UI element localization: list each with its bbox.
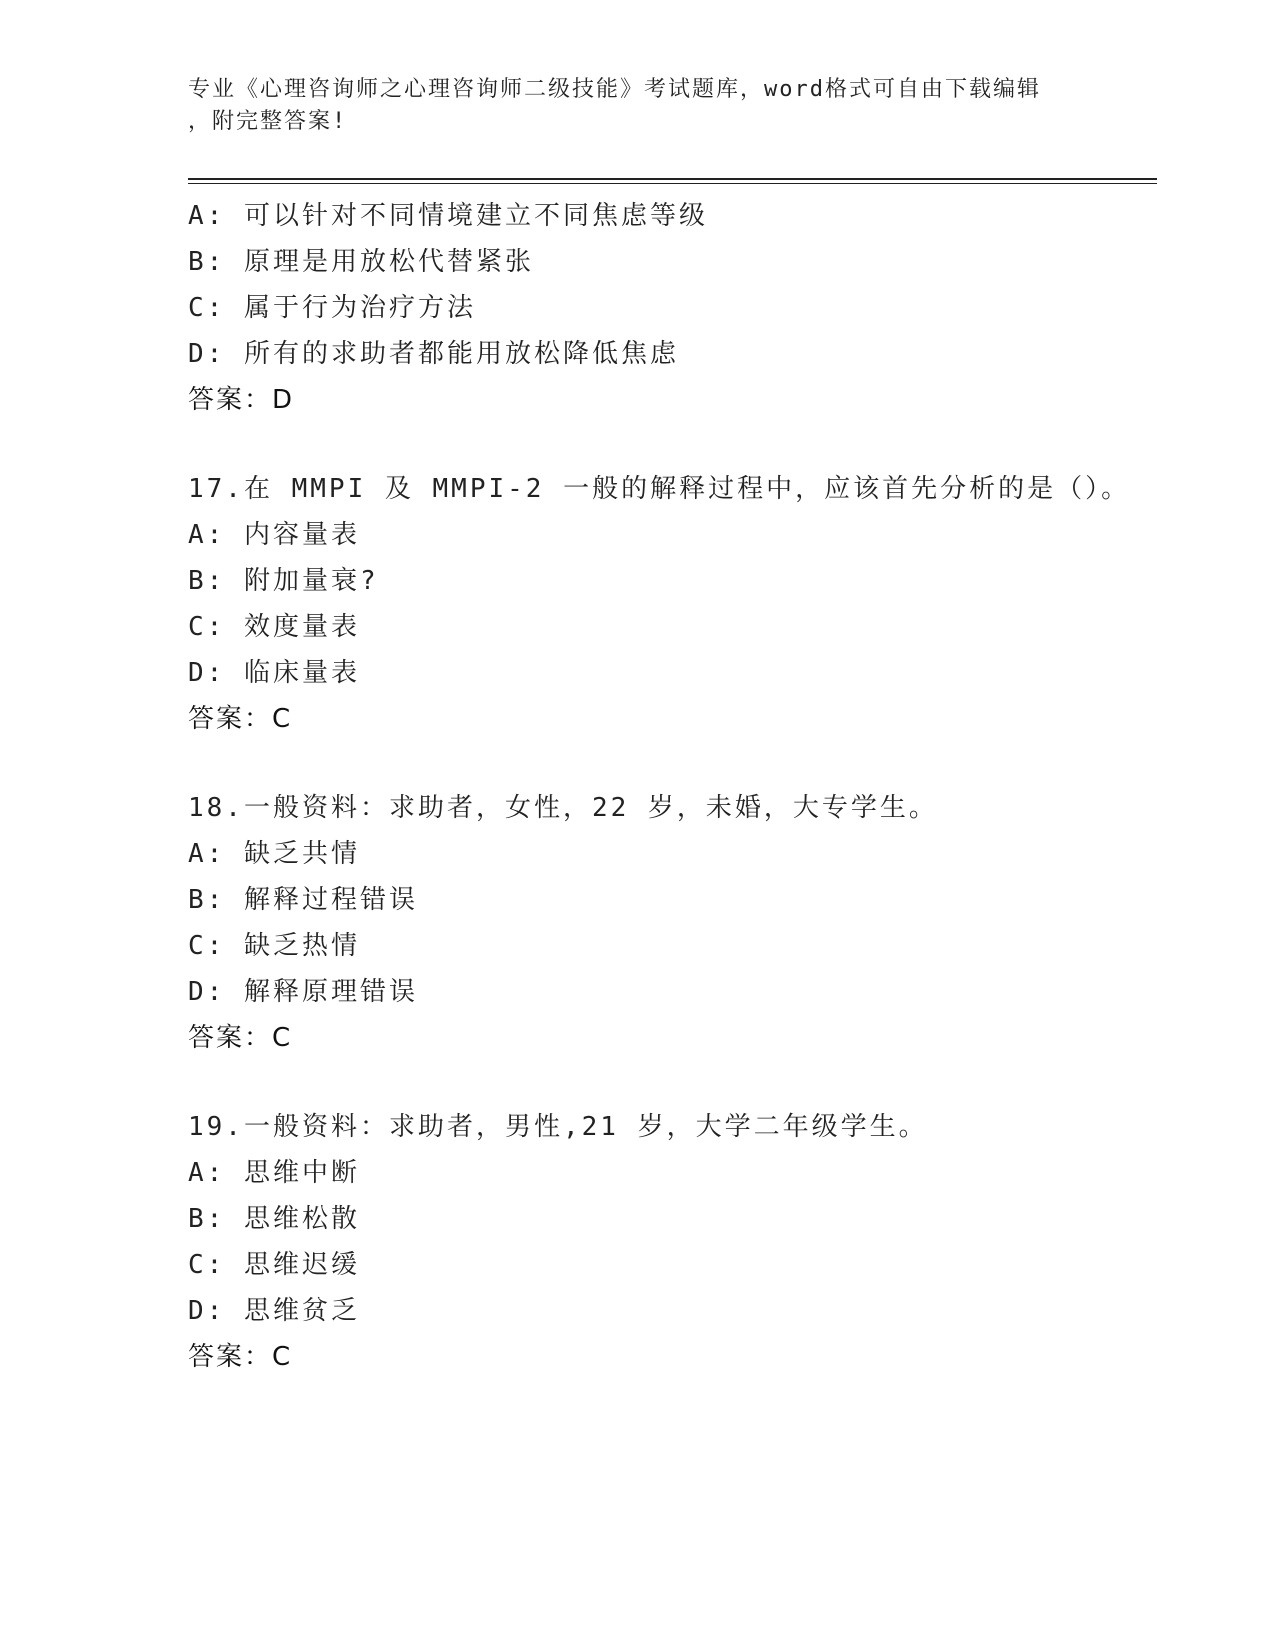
option-c: C: 缺乏热情 — [188, 931, 360, 961]
option-c: C: 效度量表 — [188, 612, 360, 642]
question-title: 18.一般资料：求助者，女性，22 岁，未婚，大专学生。 — [188, 793, 938, 823]
option-a: A: 内容量表 — [188, 520, 360, 550]
document-header — [188, 74, 1088, 138]
question-title: 19.一般资料：求助者，男性,21 岁，大学二年级学生。 — [188, 1112, 928, 1142]
header-divider-thick — [188, 178, 1157, 180]
option-b: B: 附加量衰? — [188, 566, 379, 596]
option-c: C: 属于行为治疗方法 — [188, 293, 476, 323]
option-d: D: 思维贫乏 — [188, 1296, 360, 1326]
answer-line: 答案：D — [188, 385, 295, 415]
question-block-17 — [188, 466, 1148, 742]
option-b: B: 解释过程错误 — [188, 885, 418, 915]
answer-line: 答案：C — [188, 1342, 293, 1372]
option-c: C: 思维迟缓 — [188, 1250, 360, 1280]
option-a: A: 缺乏共情 — [188, 839, 360, 869]
header-divider-thin — [188, 183, 1157, 184]
option-a: A: 可以针对不同情境建立不同焦虑等级 — [188, 201, 708, 231]
option-b: B: 原理是用放松代替紧张 — [188, 247, 534, 277]
header-line-2: ，附完整答案! — [188, 109, 348, 134]
question-block-18 — [188, 785, 1148, 1061]
question-block-partial — [188, 193, 1148, 423]
question-list — [188, 193, 1148, 1380]
header-line-1: 专业《心理咨询师之心理咨询师二级技能》考试题库，word格式可自由下载编辑 — [188, 77, 1041, 102]
option-b: B: 思维松散 — [188, 1204, 360, 1234]
option-d: D: 所有的求助者都能用放松降低焦虑 — [188, 339, 679, 369]
option-d: D: 解释原理错误 — [188, 977, 418, 1007]
option-d: D: 临床量表 — [188, 658, 360, 688]
question-block-19 — [188, 1104, 1148, 1380]
answer-line: 答案：C — [188, 1023, 293, 1053]
answer-line: 答案：C — [188, 704, 293, 734]
option-a: A: 思维中断 — [188, 1158, 360, 1188]
question-title: 17.在 MMPI 及 MMPI-2 一般的解释过程中，应该首先分析的是（）。 — [188, 474, 1131, 504]
